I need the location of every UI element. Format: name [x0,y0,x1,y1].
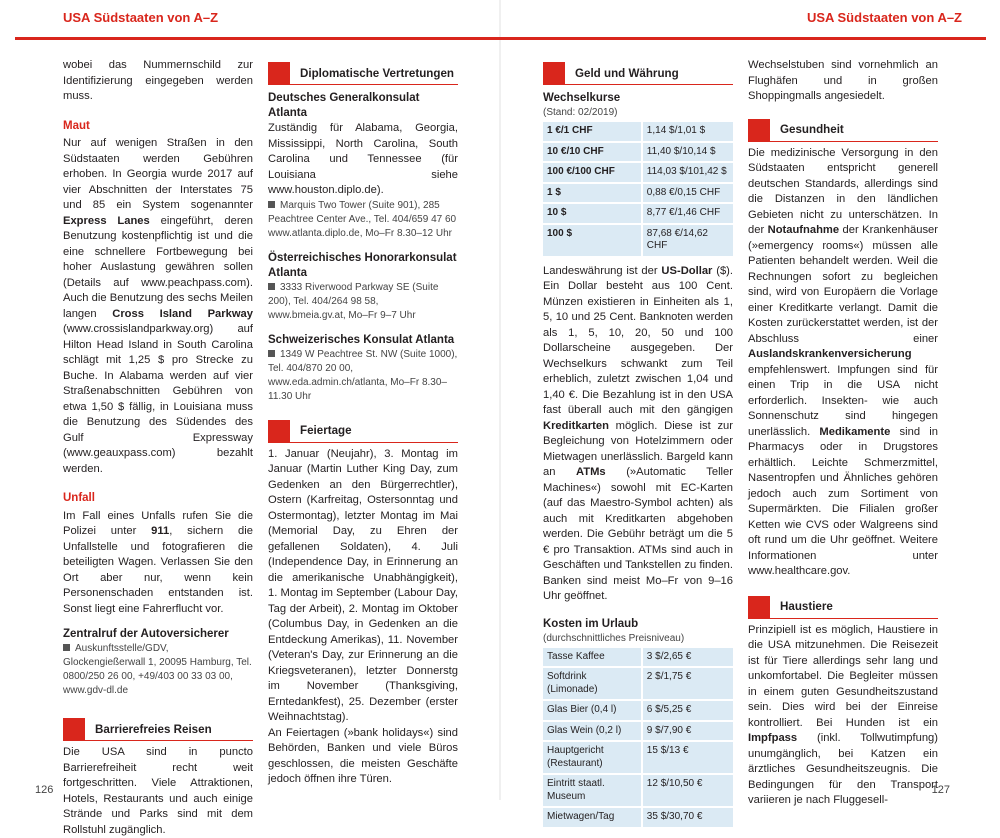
table-label-cell: Hauptgericht (Restaurant) [543,741,642,774]
maut-heading: Maut [63,119,90,132]
gesundheit-box-head [748,117,938,142]
table-label-cell: Mietwagen/Tag [543,807,642,828]
wechselkurse-note: (Stand: 02/2019) [543,107,618,118]
wechselstuben-text: Wechselstuben sind vornehmlich an Flughäfen und in großen Shoppingmalls angesiedelt. [748,59,938,102]
red-square-icon [268,420,290,442]
ch-consulate-address: 1349 W Peachtree St. NW (Suite 1000), Tel. 404/870 20 00, www.eda.admin.ch/atlanta, Mo–Fr 8.30–11.30 Uhr [268,348,458,402]
diplo-box-head [268,60,458,85]
table-row [543,122,733,142]
table-row [543,721,733,742]
table-label-cell: Tasse Kaffee [543,648,642,668]
feiertage-box-head [268,418,458,443]
red-square-icon [268,62,290,84]
running-head-right: USA Südstaaten von A–Z [806,10,962,25]
red-square-icon [748,119,770,141]
table-value-cell: 15 $/13 € [642,741,733,774]
right-page [500,0,1000,822]
intro-text: wobei das Nummernschild zur Identifizierung eingegeben werden muss. [63,59,253,102]
table-row [543,162,733,183]
page-number-left: 126 [35,784,54,796]
wechselkurse-heading: Wechselkurse [543,92,621,104]
square-bullet-icon [268,350,275,357]
square-bullet-icon [268,201,275,208]
column-2 [268,60,458,788]
table-label-cell: 1 €/1 CHF [543,122,642,142]
column-4 [748,58,938,809]
table-row [543,807,733,828]
table-value-cell: 12 $/10,50 € [642,774,733,807]
at-consulate-address: 3333 Riverwood Parkway SE (Suite 200), Tel. 404/264 98 58, www.bmeia.gv.at, Mo–Fr 9–7 Uhr [268,281,439,321]
table-value-cell: 3 $/2,65 € [642,648,733,668]
running-head-left: USA Südstaaten von A–Z [63,10,219,25]
table-value-cell: 87,68 €/14,62 CHF [642,224,733,257]
de-consulate-address: Marquis Two Tower (Suite 901), 285 Peachtree Center Ave., Tel. 404/659 47 60 www.atlanta.diplo.de, Mo–Fr 8.30–12 Uhr [268,199,457,239]
feiertage-paragraph-2: An Feiertagen (»bank holidays«) sind Behörden, Banken und viele Büros geschlossen, die meisten Geschäfte jedoch öffnen ihre Türen. [268,726,458,785]
geld-paragraph: Landeswährung ist der US-Dollar ($). Ein Dollar besteht aus 100 Cent. Münzen existieren in Einheiten als 1, 5, 10 und 25 Cent. Banknoten werden als 1, 5, 10, 20, 50 und 100 Dollarscheine ausgegeben. Der Wechselkurs schwankt zum Teil erheblich, zuletzt zwischen 1,04 und 1,40 €. Die Bezahlung ist in den USA fast überall auch mit den gängigen Kreditkarten möglich. Diese ist zur Begleichung von Hotelzimmern oder Mietwagen unerlässlich. Bargeld kann an ATMs (»Automatic Teller Machines«) sowohl mit EC-Karten (auf das Maestro-Symbol achten) als auch mit Kreditkarten abgehoben werden. Die Gebühr beträgt um die 5 € pro Transaktion. ATMs sind auch in Geschäften und Tankstellen zu finden. Banken sind meist Mo–Fr von 9–16 Uhr geöffnet. [543,264,733,602]
table-label-cell: 10 €/10 CHF [543,142,642,163]
table-value-cell: 9 $/7,90 € [642,721,733,742]
table-value-cell: 2 $/1,75 € [642,667,733,700]
red-square-icon [543,62,565,84]
table-row [543,203,733,224]
haustiere-box-head [748,594,938,619]
column-3 [543,60,733,829]
table-row [543,183,733,204]
cost-table [543,648,733,829]
de-consulate-text: Zuständig für Alabama, Georgia, Mississippi, North Carolina, South Carolina und Tennessee (für Louisiana siehe www.houston.diplo.de). [268,122,458,196]
barrierefrei-heading: Barrierefreies Reisen [95,722,212,736]
gesundheit-paragraph: Die medizinische Versorgung in den Südstaaten entspricht generell deutschen Standards, allerdings sind die Distanzen in den ländlichen Gebieten nicht zu unterschätzen. In der Notaufnahme der Krankenhäuser (»emergency rooms«) müssen alle Patienten behandelt werden. Weil die Rechnungen sofort zu begleichen sind, wird von Europäern die Vorlage einer Kreditkarte verlangt. Damit die Kosten zurückerstattet werden, ist der Abschluss einer Auslandskrankenversicherung empfehlenswert. Impfungen sind für einen Trip in die USA nicht erforderlich. Insekten- wie auch Sonnenschutz sind hingegen unerlässlich. Medikamente sind in Pharmacys oder in Drugstores erhältlich. Leichte Schmerzmittel, Nasentropfen und Ähnliches gehören jedoch auch zum Sortiment von Supermärkten. Die Filialen großer Ketten wie CVS oder Walgreens sind oft rund um die Uhr geöffnet. Weitere Informationen unter www.healthcare.gov. [748,146,939,577]
table-row [543,224,733,257]
table-label-cell: 100 $ [543,224,642,257]
table-row [543,774,733,807]
unfall-paragraph: Im Fall eines Unfalls rufen Sie die Polizei unter 911, sichern die Unfallstelle und fotografieren die beteiligten Wagen. Verlassen Sie den Ort aber nur, wenn kein Personenschaden entstanden ist. Sonst liegt eine Fahrerflucht vor. [63,509,253,615]
table-value-cell: 0,88 €/0,15 CHF [642,183,733,204]
square-bullet-icon [268,283,275,290]
de-consulate-heading: Deutsches Generalkonsulat Atlanta [268,92,420,119]
feiertage-heading: Feiertage [300,424,352,437]
haustiere-heading: Haustiere [780,600,833,613]
barrierefrei-paragraph: Die USA sind in puncto Barrierefreiheit recht weit fortgeschritten. Viele Attraktionen, Hotels, Restaurants und auch einige Strände und Parks sind mit dem Rollstuhl zugänglich. [63,746,253,836]
header-rule-right [500,37,986,40]
left-page [0,0,500,836]
table-value-cell: 6 $/5,25 € [642,700,733,721]
diplo-heading: Diplomatische Vertretungen [300,66,454,80]
kosten-note: (durchschnittliches Preisniveau) [543,632,685,644]
kosten-heading: Kosten im Urlaub [543,617,639,630]
gesundheit-heading: Gesundheit [780,123,844,136]
table-value-cell: 1,14 $/1,01 $ [642,122,733,142]
page-number-right: 127 [931,784,950,796]
table-label-cell: Glas Wein (0,2 l) [543,721,642,742]
table-row [543,700,733,721]
haustiere-paragraph: Prinzipiell ist es möglich, Haustiere in die USA mitzunehmen. Die Reisezeit ist für Tiere allerdings sehr lang und unkomfortabel. Die Begleiter müssen in einem guten Gesundheitszustand sein. Dies wird bei der Einreise kontrolliert. Bei Hunden ist ein Impfpass (inkl. Tollwutimpfung) unumgänglich, bei Katzen ein ärztliches Gesundheitszeugnis. Die Bedingungen für den Transport variieren je nach Fluggesell- [748,623,938,806]
header-rule-left [15,37,500,40]
table-value-cell: 114,03 $/101,42 $ [642,162,733,183]
ch-consulate-heading: Schweizerisches Konsulat Atlanta [268,333,455,346]
table-row [543,142,733,163]
table-label-cell: 100 €/100 CHF [543,162,642,183]
column-1 [63,58,253,838]
feiertage-paragraph: 1. Januar (Neujahr), 3. Montag im Januar (Martin Luther King Day, zum Gedenken an den Bürgerrechtler), Ostern (Karfreitag, Ostersonntag und Ostermontag), letzter Montag im Mai (Memorial Day, zu Ehren der gefallenen Soldaten), 4. Juli (Independence Day, in Erinnerung an die amerikanische Unabhängigkeit), 1. Montag im September (Labour Day, Tag der Arbeit), 2. Montag im Oktober (Columbus Day, in Gedenken an die Entdeckung Amerikas), 11. November (Veteran's Day, zur Erinnerung an die Kriegsveteranen), letzter Donnerstg im November (Thanksgiving, Erntedankfest), 25. Dezember (erster Weihnachtstag). [268,447,458,723]
geld-box-head [543,60,733,85]
table-value-cell: 35 $/30,70 € [642,807,733,828]
geld-heading: Geld und Währung [575,66,679,80]
table-row [543,648,733,668]
table-row [543,667,733,700]
table-row [543,741,733,774]
table-label-cell: Softdrink (Limonade) [543,667,642,700]
zentralruf-heading: Zentralruf der Autoversicherer [63,628,229,640]
maut-paragraph: Nur auf wenigen Straßen in den Südstaaten werden Gebühren erhoben. In Georgia wurde 2017 auf vier Abschnitten der Interstates 75 und 85 ein System sogenannter Express Lanes eingeführt, deren Benutzung kostenpflichtig ist und die eine schnellere Fortbewegung bei hoher Auslastung gewähren sollen (Details auf www.peachpass.com). Auch die Benutzung des sechs Meilen langen Cross Island Parkway (www.crossislandparkway.org) auf Hilton Head Island in South Carolina schlägt mit 1,25 $ pro Strecke zu Buche. In Alabama werden auf vier Straßenabschnitten Gebühren von etwa 1,50 $ fällig, in Louisiana muss die Benutzung des Südendes des Gulf Expressway (www.geauxpass.com) bezahlt werden. [63,137,253,475]
table-label-cell: 1 $ [543,183,642,204]
square-bullet-icon [63,644,70,651]
unfall-heading: Unfall [63,492,95,504]
table-label-cell: 10 $ [543,203,642,224]
table-label-cell: Eintritt staatl. Museum [543,774,642,807]
table-value-cell: 8,77 €/1,46 CHF [642,203,733,224]
red-square-icon [63,718,85,740]
barrierefrei-box-head [63,716,253,741]
zentralruf-address: Auskunftsstelle/GDV, Glockengießerwall 1, 20095 Hamburg, Tel. 0800/250 26 00, +49/403 00 33 03 00, www.gdv-dl.de [63,643,252,696]
table-value-cell: 11,40 $/10,14 $ [642,142,733,163]
red-square-icon [748,596,770,618]
exchange-rate-table [543,122,733,258]
at-consulate-heading: Österreichisches Honorarkonsulat Atlanta [268,251,457,279]
table-label-cell: Glas Bier (0,4 l) [543,700,642,721]
